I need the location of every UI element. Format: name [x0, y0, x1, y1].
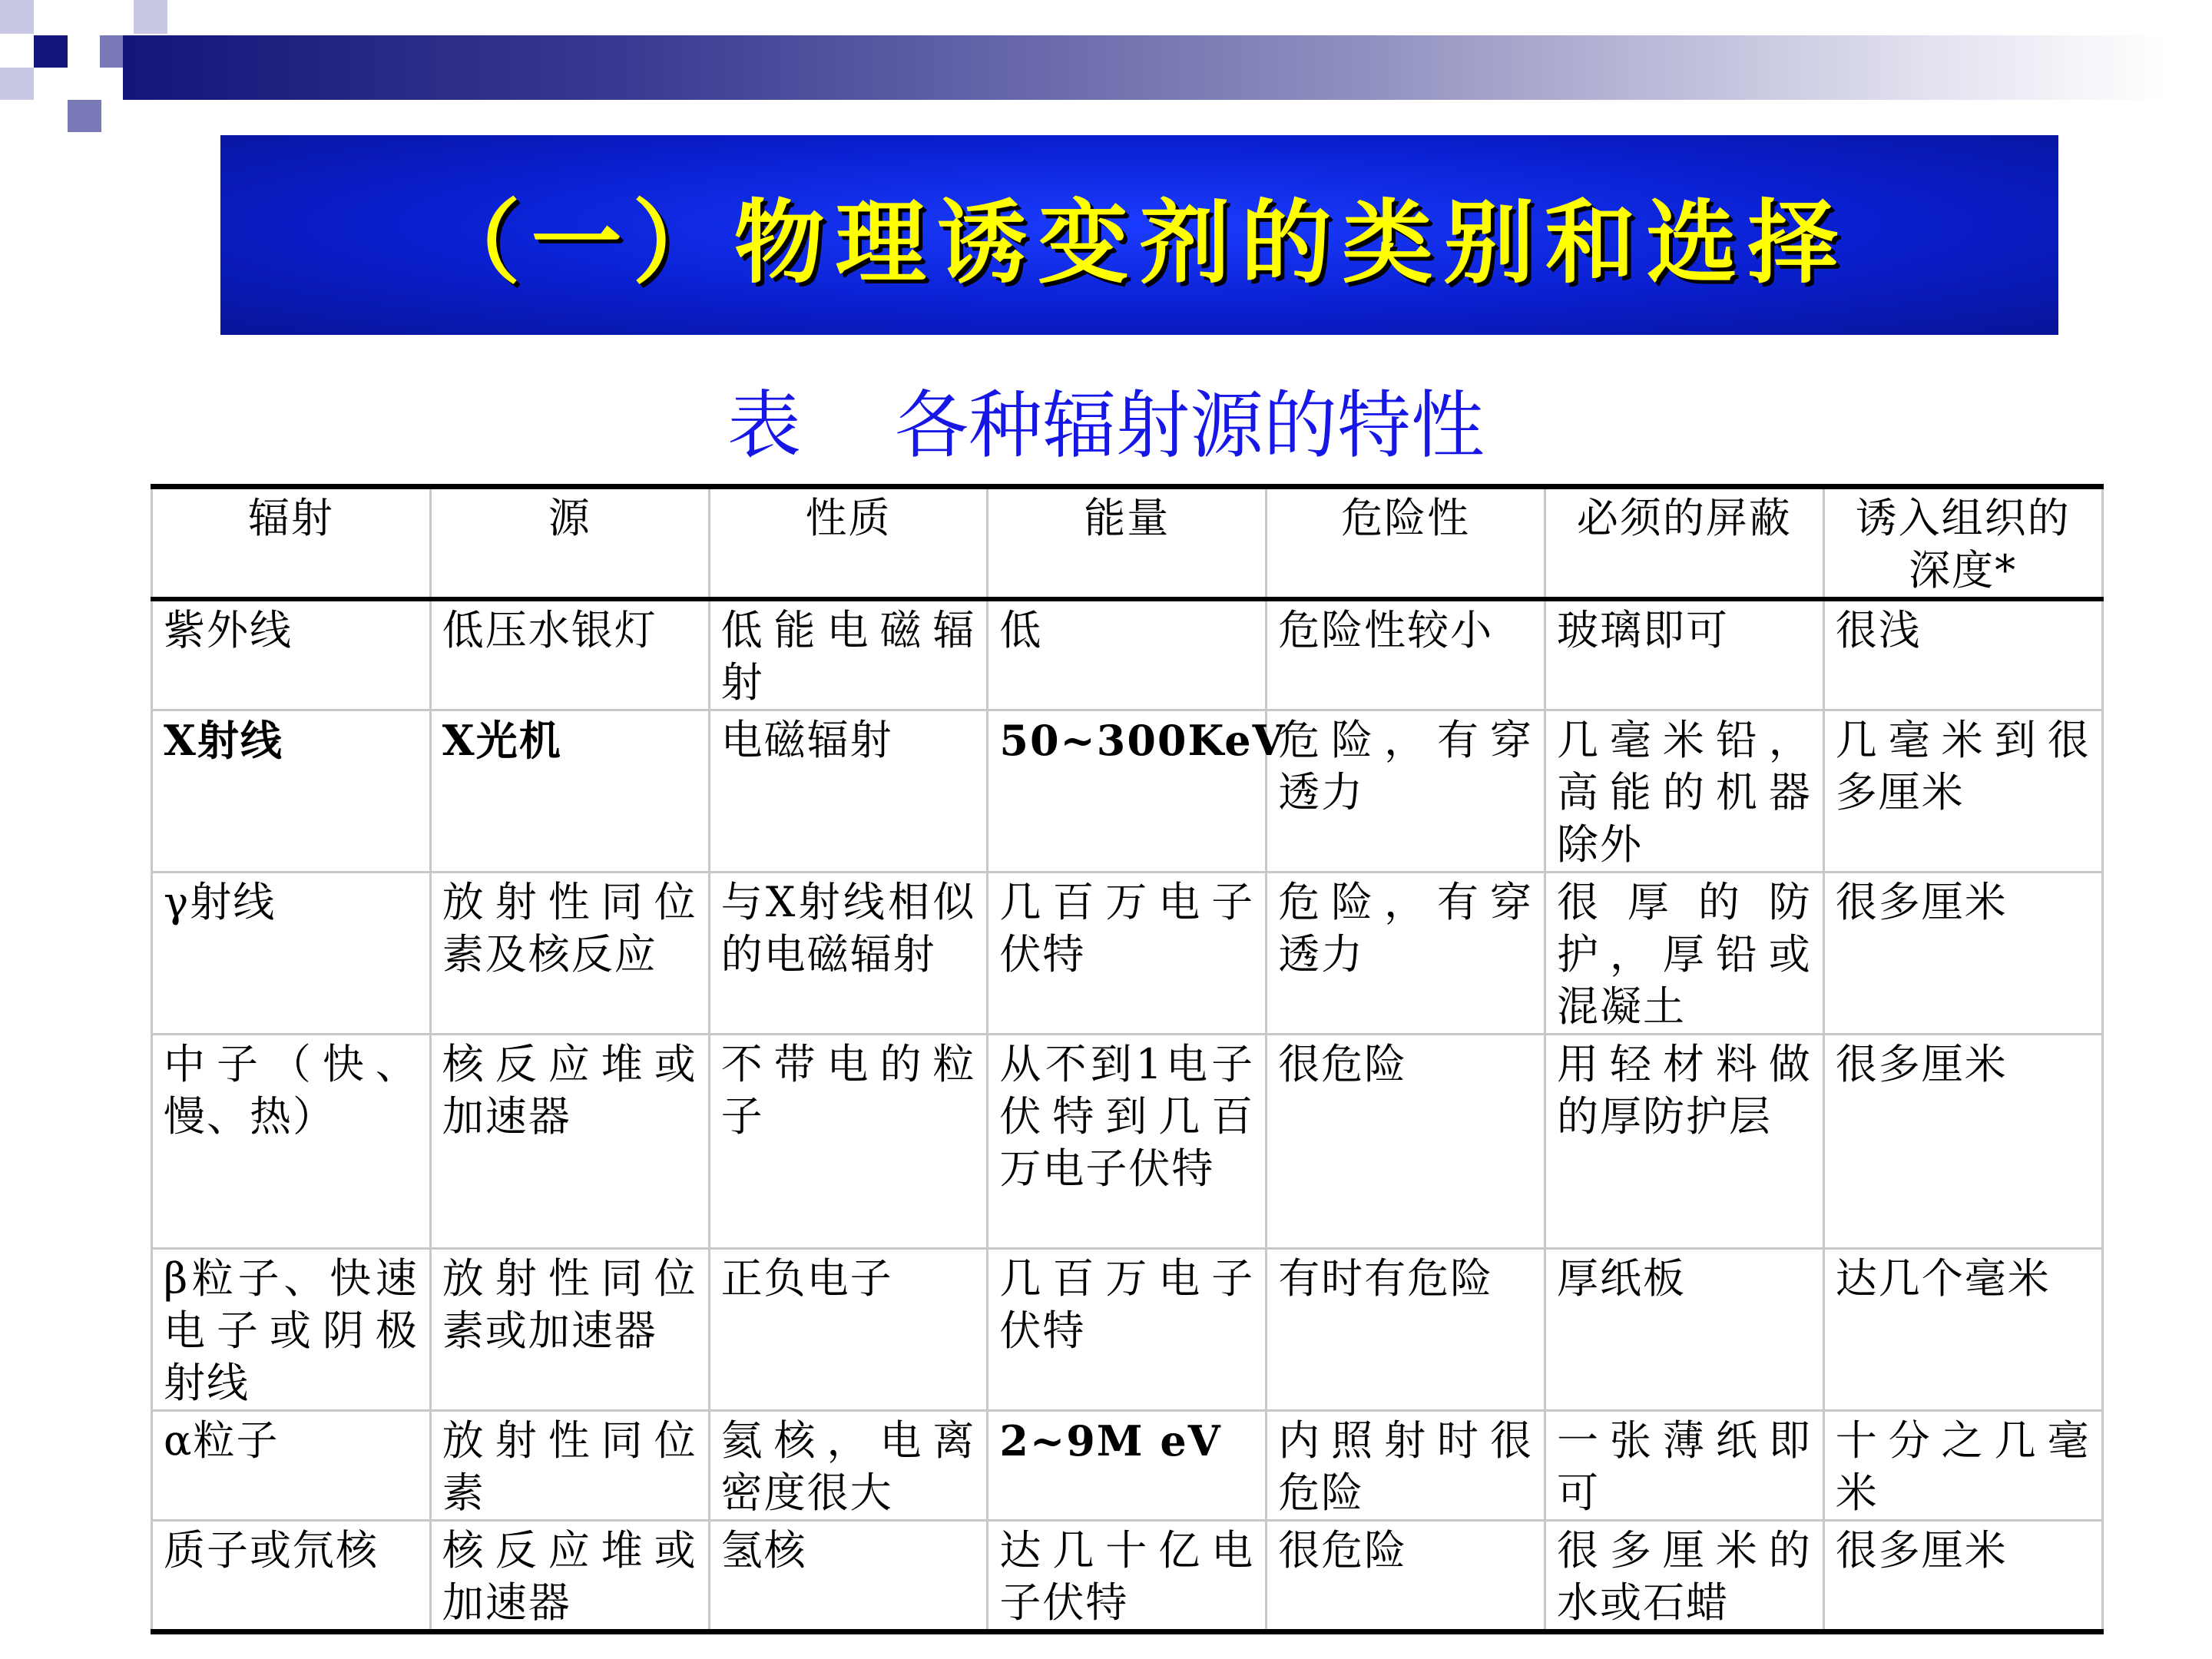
cell-hazard: 危险，有穿透力: [1267, 873, 1545, 1035]
cell-energy: 2~9M eV: [988, 1411, 1267, 1521]
cell-energy: 达几十亿电子伏特: [988, 1521, 1267, 1632]
cell-radiation: 紫外线: [152, 599, 431, 710]
cell-radiation: γ射线: [152, 873, 431, 1035]
cell-source: 核反应堆或加速器: [430, 1035, 709, 1249]
cell-depth: 很多厘米: [1823, 873, 2102, 1035]
cell-shielding: 很多厘米的水或石蜡: [1545, 1521, 1823, 1632]
table-row: [152, 1035, 2103, 1249]
cell-source: 放射性同位素及核反应: [430, 873, 709, 1035]
cell-depth: 很多厘米: [1823, 1521, 2102, 1632]
radiation-properties-table: [151, 484, 2104, 1634]
decor-square-mid-bottom: [68, 100, 101, 132]
cell-radiation: X射线: [152, 710, 431, 873]
cell-radiation: 质子或氘核: [152, 1521, 431, 1632]
decor-square-light-top: [0, 0, 34, 34]
cell-source: X光机: [430, 710, 709, 873]
cell-energy: 几百万电子伏特: [988, 873, 1267, 1035]
cell-energy: 几百万电子伏特: [988, 1249, 1267, 1411]
cell-depth: 达几个毫米: [1823, 1249, 2102, 1411]
cell-shielding: 一张薄纸即可: [1545, 1411, 1823, 1521]
cell-energy: 从不到1电子伏特到几百万电子伏特: [988, 1035, 1267, 1249]
table-row: [152, 1521, 2103, 1632]
header-radiation: 辐射: [152, 487, 431, 600]
header-gradient-band: [123, 35, 2166, 100]
cell-hazard: 危险性较小: [1267, 599, 1545, 710]
cell-nature: 氦核，电离密度很大: [709, 1411, 988, 1521]
decor-square-light-left: [0, 68, 34, 100]
table-row: [152, 1249, 2103, 1411]
cell-radiation: α粒子: [152, 1411, 431, 1521]
slide-title: （一）物理诱变剂的类别和选择: [429, 190, 1849, 296]
header-shielding: 必须的屏蔽: [1545, 487, 1823, 600]
cell-shielding: 厚纸板: [1545, 1249, 1823, 1411]
cell-depth: 很浅: [1823, 599, 2102, 710]
cell-nature: 与X射线相似的电磁辐射: [709, 873, 988, 1035]
cell-nature: 低能电磁辐射: [709, 599, 988, 710]
header-hazard: 危险性: [1267, 487, 1545, 600]
cell-hazard: 很危险: [1267, 1521, 1545, 1632]
decor-square-dark: [34, 35, 68, 68]
cell-nature: 不带电的粒子: [709, 1035, 988, 1249]
header-penetration-depth: 诱入组织的深度*: [1823, 487, 2102, 600]
cell-depth: 十分之几毫米: [1823, 1411, 2102, 1521]
header-energy: 能量: [988, 487, 1267, 600]
header-nature: 性质: [709, 487, 988, 600]
cell-shielding: 几毫米铅，高能的机器除外: [1545, 710, 1823, 873]
cell-depth: 很多厘米: [1823, 1035, 2102, 1249]
table-row: [152, 599, 2103, 710]
cell-hazard: 有时有危险: [1267, 1249, 1545, 1411]
title-banner: [220, 135, 2058, 335]
table-header-row: [152, 487, 2103, 600]
cell-nature: 氢核: [709, 1521, 988, 1632]
cell-shielding: 玻璃即可: [1545, 599, 1823, 710]
cell-hazard: 很危险: [1267, 1035, 1545, 1249]
cell-radiation: 中子（快、慢、热）: [152, 1035, 431, 1249]
table-caption: 表 各种辐射源的特性: [727, 382, 1485, 469]
cell-shielding: 很厚的防护，厚铅或混凝土: [1545, 873, 1823, 1035]
cell-nature: 正负电子: [709, 1249, 988, 1411]
decor-square-light-right: [134, 0, 167, 34]
cell-nature: 电磁辐射: [709, 710, 988, 873]
table-row: [152, 1411, 2103, 1521]
cell-hazard: 危险，有穿透力: [1267, 710, 1545, 873]
cell-radiation: β粒子、快速电子或阴极射线: [152, 1249, 431, 1411]
cell-energy: 低: [988, 599, 1267, 710]
cell-source: 低压水银灯: [430, 599, 709, 710]
table-row: [152, 873, 2103, 1035]
header-source: 源: [430, 487, 709, 600]
cell-source: 放射性同位素: [430, 1411, 709, 1521]
cell-source: 核反应堆或加速器: [430, 1521, 709, 1632]
cell-shielding: 用轻材料做的厚防护层: [1545, 1035, 1823, 1249]
cell-hazard: 内照射时很危险: [1267, 1411, 1545, 1521]
cell-source: 放射性同位素或加速器: [430, 1249, 709, 1411]
cell-energy: 50~300KeV: [988, 710, 1267, 873]
table-row: [152, 710, 2103, 873]
cell-depth: 几毫米到很多厘米: [1823, 710, 2102, 873]
